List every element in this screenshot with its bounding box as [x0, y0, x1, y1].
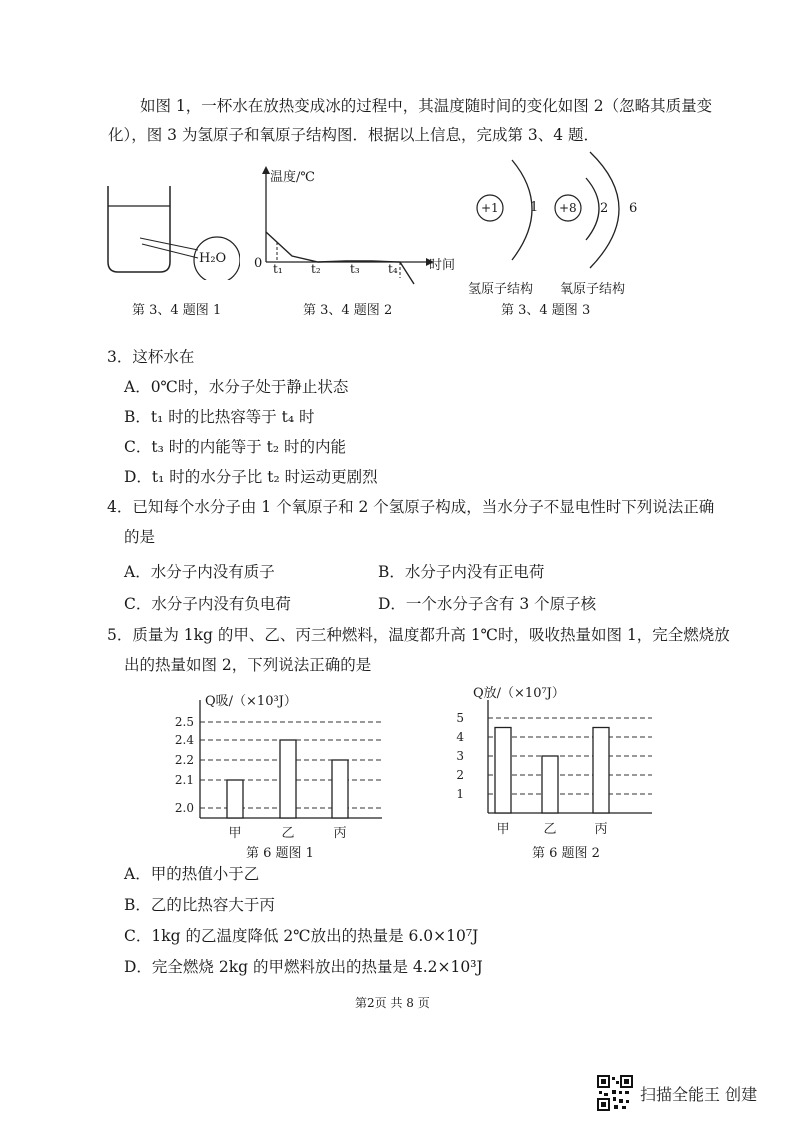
question-3-option-d: D．t₁ 时的水分子比 t₂ 时运动更剧烈	[124, 468, 378, 486]
hydrogen-label: 氢原子结构	[468, 282, 534, 297]
question-4-option-d: D．一个水分子含有 3 个原子核	[378, 595, 597, 613]
question-5-option-a: A．甲的热值小于乙	[124, 865, 260, 883]
y-tick-label: 2.2	[174, 753, 194, 767]
intro-line-2: 化），图 3 为氢原子和氧原子结构图．根据以上信息，完成第 3、4 题．	[108, 126, 600, 144]
page-number: 第2页 共 8 页	[355, 996, 430, 1010]
question-5-stem-1: 5．质量为 1kg 的甲、乙、丙三种燃料，温度都升高 1℃时，吸收热量如图 1，完全燃烧放	[107, 626, 730, 644]
question-4-option-c: C．水分子内没有负电荷	[124, 595, 291, 613]
oxygen-label: 氧原子结构	[560, 282, 626, 297]
bar	[593, 728, 609, 814]
y-tick-label: 1	[456, 787, 464, 801]
figure-1-h2o-label: H₂O	[199, 251, 227, 266]
figure-1-caption: 第 3、4 题图 1	[132, 303, 222, 318]
category-label: 甲	[228, 826, 242, 841]
y-tick-label: 2.4	[174, 733, 194, 747]
oxygen-shell-1: 2	[600, 201, 609, 216]
y-tick-label: 2.1	[174, 773, 194, 787]
intro-line-1: 如图 1，一杯水在放热变成冰的过程中，其温度随时间的变化如图 2（忽略其质量变	[140, 97, 713, 115]
question-3-option-c: C．t₃ 时的内能等于 t₂ 时的内能	[124, 438, 347, 456]
scanner-watermark: 扫描全能王 创建	[640, 1085, 758, 1104]
heat-absorbed-caption: 第 6 题图 1	[246, 846, 314, 861]
y-tick-label: 2.0	[174, 801, 194, 815]
question-4-stem-1: 4．已知每个水分子由 1 个氧原子和 2 个氢原子构成，当水分子不显电性时下列说法正确	[107, 498, 715, 516]
question-5-option-c: C．1kg 的乙温度降低 2℃放出的热量是 6.0×10⁷J	[124, 927, 479, 945]
y-tick-label: 3	[456, 749, 464, 763]
category-label: 乙	[281, 826, 295, 841]
figure-2-t3: t₃	[350, 262, 360, 276]
figure-2-t1: t₁	[273, 262, 283, 276]
category-label: 丙	[333, 826, 347, 841]
figure-2-y-axis-label: 温度/℃	[270, 170, 315, 185]
question-5-stem-2: 出的热量如图 2，下列说法正确的是	[124, 656, 372, 674]
y-tick-label: 2	[456, 768, 464, 782]
figure-2-t2: t₂	[311, 262, 321, 276]
heat-released-chart	[440, 680, 670, 860]
question-4-stem-2: 的是	[124, 528, 156, 546]
heat-released-ylabel: Q放/（×10⁷J）	[473, 686, 565, 701]
question-4-option-a: A．水分子内没有质子	[124, 563, 275, 581]
oxygen-nucleus: +8	[559, 201, 577, 215]
category-label: 丙	[594, 822, 608, 837]
figure-2-t4: t₄	[388, 262, 398, 276]
qr-code-icon	[597, 1075, 633, 1111]
figure-2-origin: 0	[254, 256, 263, 271]
figure-2-caption: 第 3、4 题图 2	[303, 303, 393, 318]
bar	[280, 740, 296, 818]
y-tick-label: 4	[456, 730, 464, 744]
bar	[495, 728, 511, 814]
category-label: 乙	[543, 822, 557, 837]
category-label: 甲	[496, 822, 510, 837]
bar	[227, 780, 243, 818]
bar	[332, 760, 348, 818]
figure-2-x-axis-label: 时间	[429, 258, 456, 273]
y-tick-label: 2.5	[174, 715, 194, 729]
oxygen-shell-2: 6	[629, 201, 638, 216]
question-3-option-b: B．t₁ 时的比热容等于 t₄ 时	[124, 408, 315, 426]
question-4-option-b: B．水分子内没有正电荷	[378, 563, 545, 581]
heat-released-caption: 第 6 题图 2	[532, 846, 600, 861]
figure-3-caption: 第 3、4 题图 3	[501, 303, 591, 318]
bar	[542, 756, 558, 813]
question-3-stem: 3．这杯水在	[107, 348, 195, 366]
question-3-option-a: A．0℃时，水分子处于静止状态	[124, 378, 349, 396]
hydrogen-shell: 1	[530, 200, 539, 215]
y-tick-label: 5	[456, 711, 464, 725]
question-5-option-b: B．乙的比热容大于丙	[124, 896, 275, 914]
question-5-option-d: D．完全燃烧 2kg 的甲燃料放出的热量是 4.2×10³J	[124, 958, 483, 976]
hydrogen-nucleus: +1	[481, 201, 499, 215]
heat-absorbed-ylabel: Q吸/（×10³J）	[205, 694, 297, 709]
